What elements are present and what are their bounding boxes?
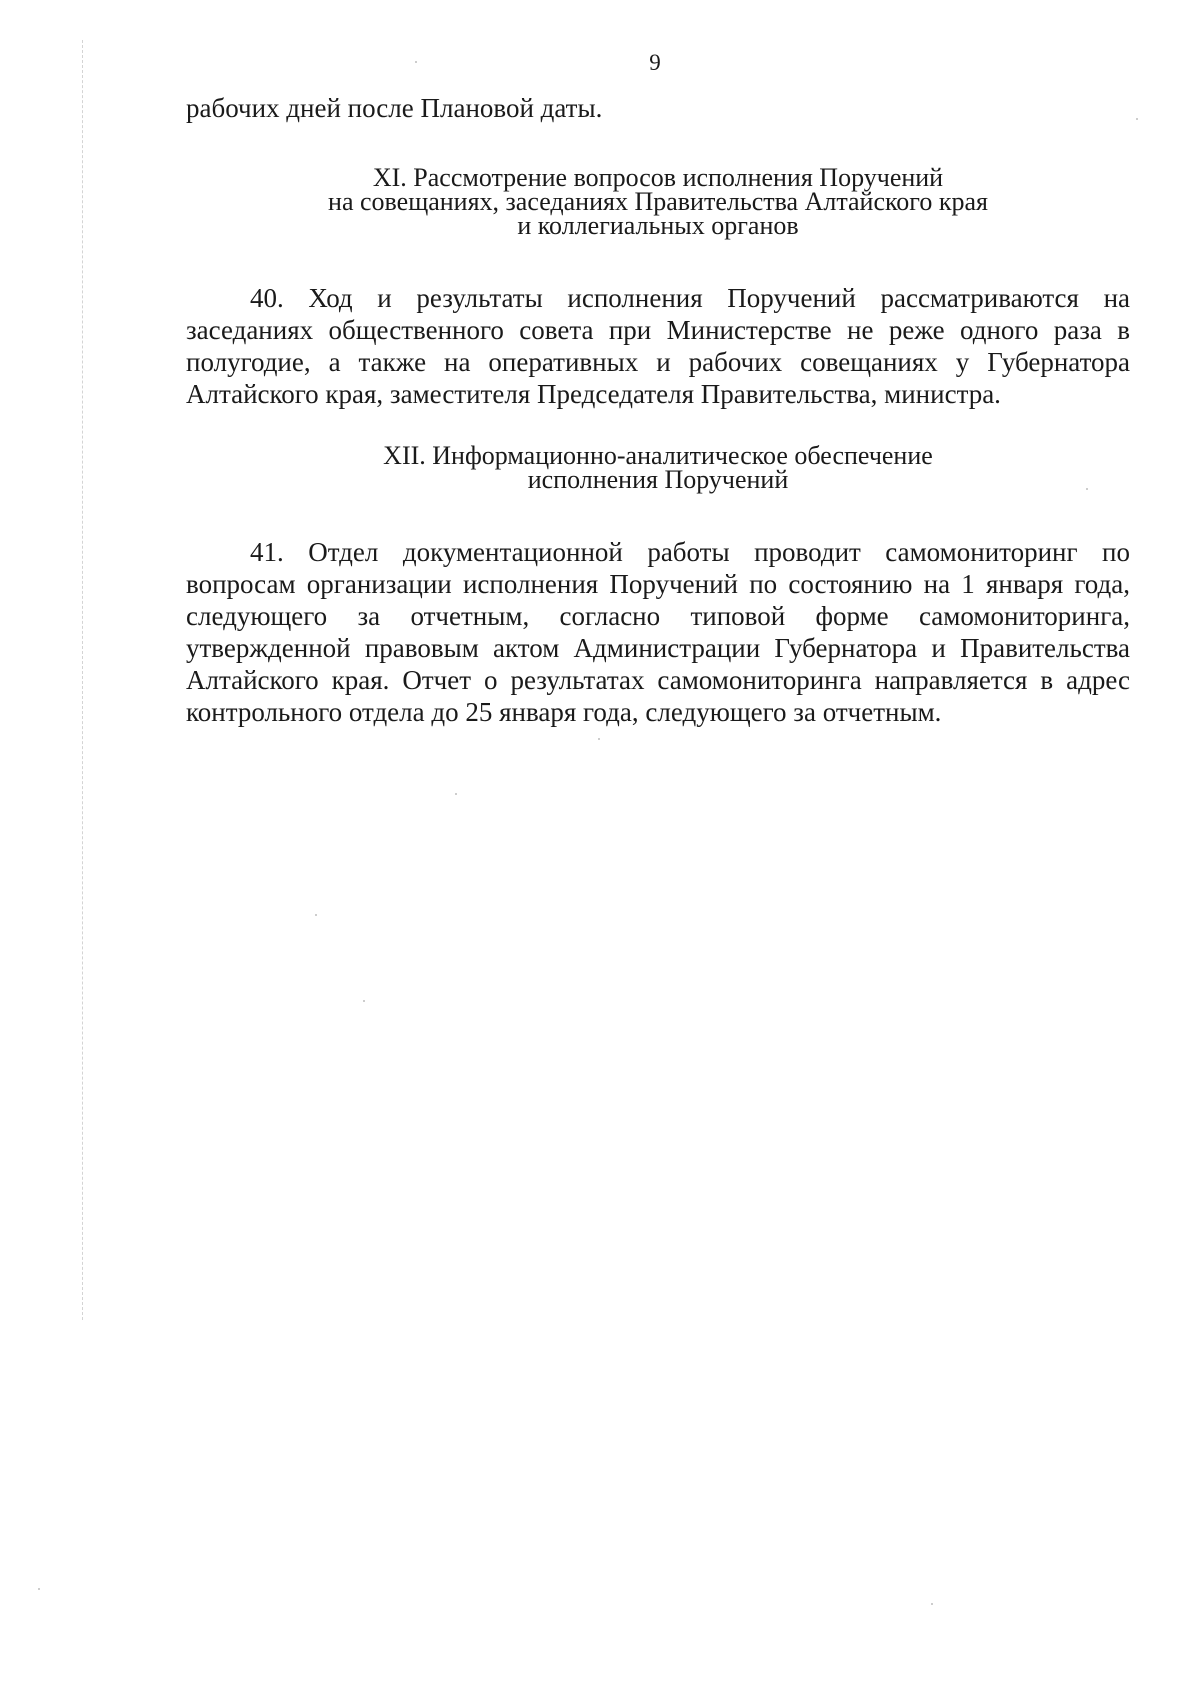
scan-speck [931,1603,933,1605]
scan-speck [315,914,317,916]
section-heading-xii [186,441,1130,494]
paragraph-text: Отдел документационной работы проводит самомониторинг по вопросам организации исполнения Поручений по состоянию на 1 января года, следующего за отчетным, согласно типовой форме самомониторинга, утвержденной правовым актом Администрации Губернатора и Правительства Алтайского края. Отчет о результатах самомониторинга направляется в адрес контрольного отдела до 25 января года, следующего за отчетным. [186,537,1130,727]
section-heading-xi [186,163,1130,240]
paragraph-number: 41. [250,537,284,567]
scan-speck [1086,488,1088,490]
document-body [186,92,1130,728]
paragraph-41 [186,536,1130,728]
section-heading-line: на совещаниях, заседаниях Правительства Алтайского края [328,187,988,216]
paragraph-number: 40. [250,283,284,313]
paragraph-40 [186,282,1130,410]
continued-text-line: рабочих дней после Плановой даты. [186,93,603,123]
section-heading-line: и коллегиальных органов [517,211,799,240]
scan-speck [38,1588,40,1590]
scan-speck [455,793,457,795]
section-heading-line: исполнения Поручений [527,465,789,494]
scan-speck [1136,118,1138,120]
page-number: 9 [649,50,661,75]
scan-speck [598,738,600,740]
paragraph-text: Ход и результаты исполнения Поручений рассматриваются на заседаниях общественного совета при Министерстве не реже одного раза в полугодие, а также на оперативных и рабочих совещаниях у Губернатора Алтайского края, заместителя Председателя Правительства, министра. [186,283,1130,409]
scan-edge-mark [82,40,83,1320]
scan-speck [363,1000,365,1002]
scan-speck [415,61,417,63]
section-heading-line: XI. Рассмотрение вопросов исполнения Поручений [372,163,944,192]
section-heading-line: XII. Информационно-аналитическое обеспечение [383,441,933,470]
